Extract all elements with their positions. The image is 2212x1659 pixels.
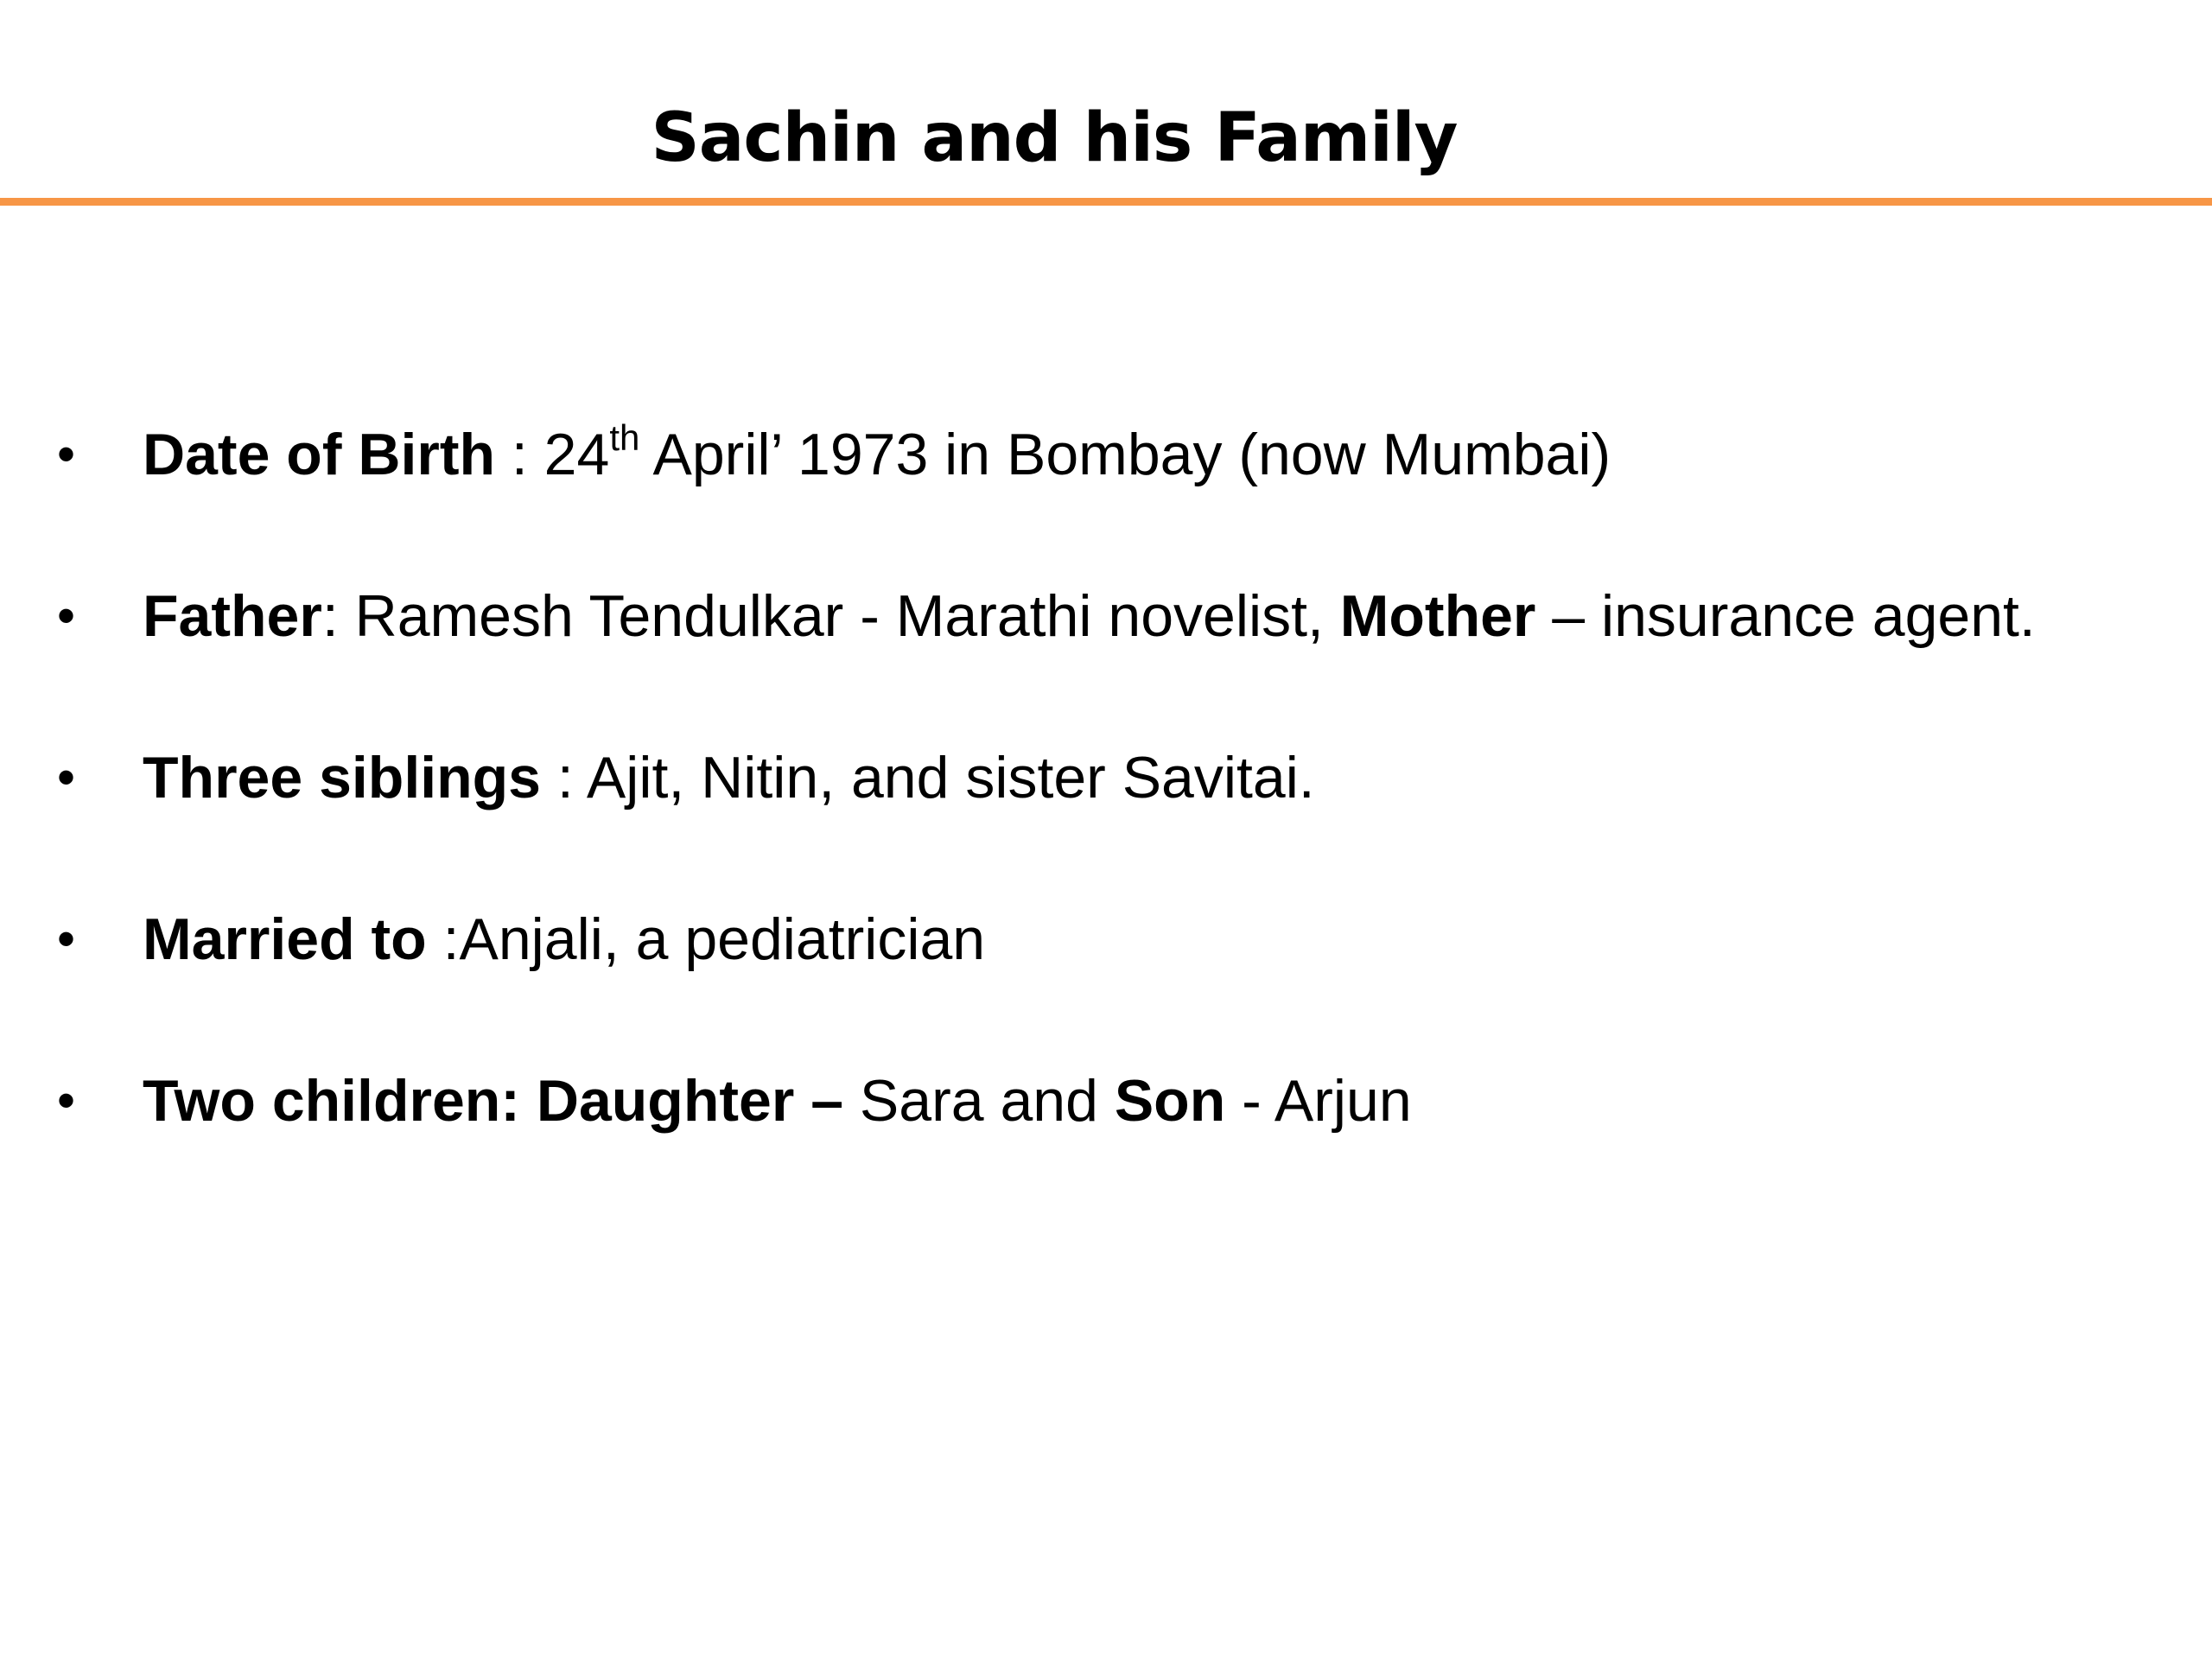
- bullet-text: : Ajit, Nitin, and sister Savitai.: [541, 745, 1315, 810]
- bullet-date-of-birth: [52, 380, 2126, 529]
- bullet-icon: •: [57, 587, 76, 645]
- bullet-text: – insurance agent.: [1535, 583, 2036, 649]
- slide-title: Sachin and his Family: [651, 99, 1458, 177]
- bullet-text: - Arjun: [1225, 1068, 1412, 1134]
- title-divider: [0, 198, 2212, 206]
- bullet-icon: •: [57, 1071, 76, 1129]
- bullet-label: Date of Birth: [143, 422, 495, 487]
- bullet-text: : 24: [495, 422, 610, 487]
- bullet-parents: [52, 542, 2126, 690]
- bullet-list: [52, 380, 2126, 1188]
- bullet-icon: •: [57, 748, 76, 806]
- bullet-label: Father: [143, 583, 322, 649]
- bullet-text: April’ 1973 in Bombay (now Mumbai): [639, 422, 1611, 487]
- bullet-icon: •: [57, 425, 76, 483]
- bullet-label: Married to: [143, 906, 427, 972]
- bullet-text: Sara and: [843, 1068, 1115, 1134]
- bullet-married: [52, 865, 2126, 1014]
- bullet-label: Mother: [1339, 583, 1536, 649]
- bullet-children: [52, 1027, 2126, 1175]
- bullet-icon: •: [57, 910, 76, 968]
- bullet-text: :Anjali, a pediatrician: [426, 906, 986, 972]
- bullet-label: Three siblings: [143, 745, 541, 810]
- bullet-siblings: [52, 703, 2126, 852]
- bullet-label: Son: [1114, 1068, 1226, 1134]
- bullet-label: Two children: Daughter –: [143, 1068, 844, 1134]
- ordinal-suffix: th: [609, 417, 640, 459]
- bullet-text: : Ramesh Tendulkar - Marathi novelist,: [321, 583, 1340, 649]
